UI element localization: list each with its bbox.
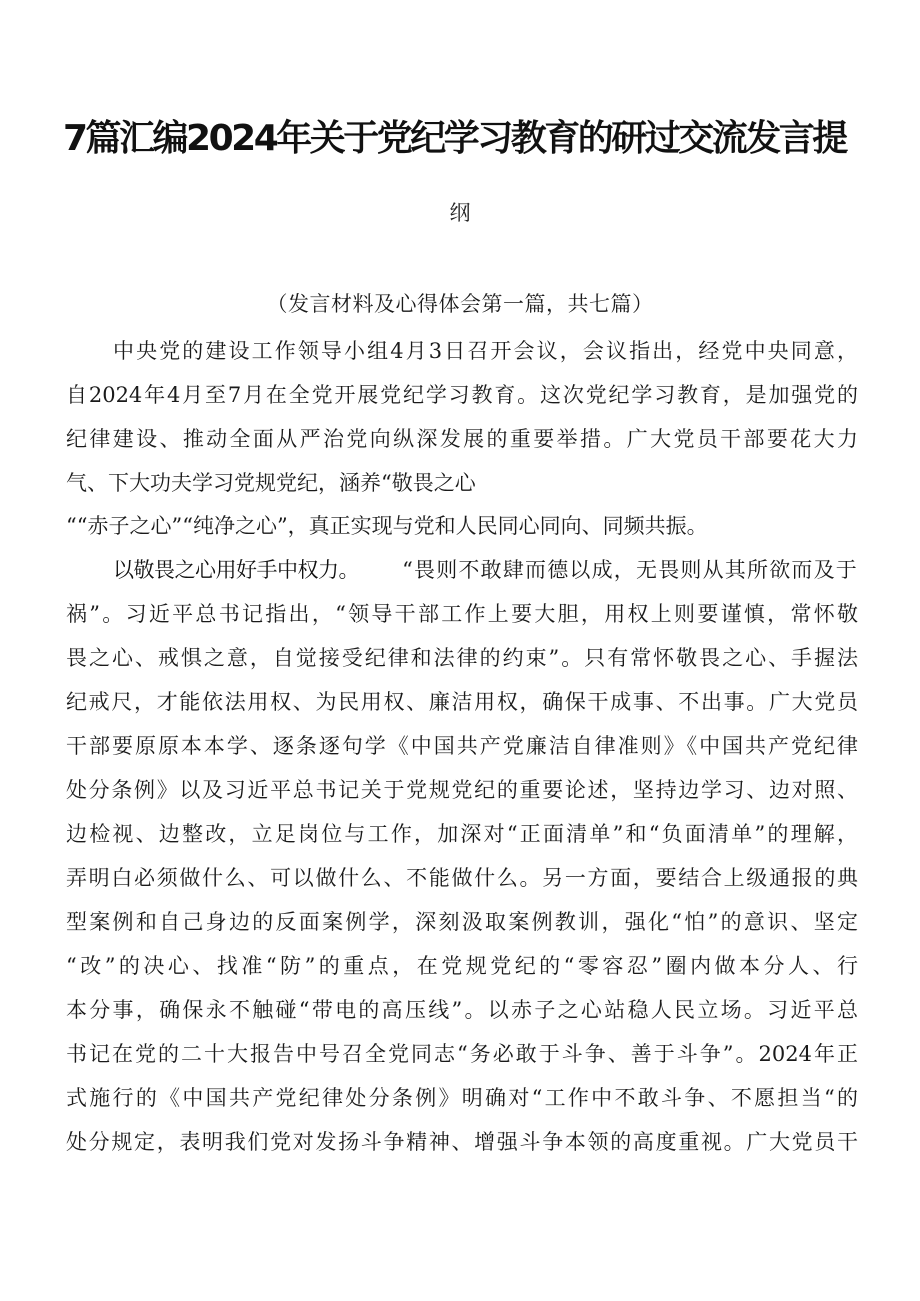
paragraph-line: 型案例和自己身边的反面案例学，深刻汲取案例教训，强化“怕”的意识、坚定 bbox=[66, 910, 858, 934]
paragraph-line: 气、下大功夫学习党规党纪，涵养“敬畏之心 bbox=[66, 471, 476, 495]
paragraph-line: 式施行的《中国共产党纪律处分条例》明确对“工作中不敢斗争、不愿担当“的 bbox=[66, 1086, 858, 1110]
paragraph-line: 弄明白必须做什么、可以做什么、不能做什么。另一方面，要结合上级通报的典 bbox=[66, 866, 858, 890]
document-subtitle: （发言材料及心得体会第一篇，共七篇） bbox=[266, 292, 654, 316]
paragraph-text: “畏则不敢肆而德以成，无畏则从其所欲而及于 bbox=[402, 558, 858, 582]
paragraph-line: 自2024年4月至7月在全党开展党纪学习教育。这次党纪学习教育，是加强党的 bbox=[66, 383, 858, 407]
paragraph-line: “改”的决心、找准“防”的重点，在党规党纪的“零容忍”圈内做本分人、行 bbox=[66, 954, 858, 978]
paragraph-line: 畏之心、戒惧之意，自觉接受纪律和法律的约束”。只有常怀敬畏之心、手握法 bbox=[66, 646, 858, 670]
paragraph-line: 中央党的建设工作领导小组4月3日召开会议，会议指出，经党中央同意， bbox=[113, 339, 858, 363]
paragraph-lead-heading: 以敬畏之心用好手中权力。 bbox=[113, 558, 359, 582]
paragraph-line: 干部要原原本本学、逐条逐句学《中国共产党廉洁自律准则》《中国共产党纪律 bbox=[66, 734, 858, 758]
paragraph-line bbox=[113, 552, 858, 588]
paragraph-line: 处分条例》以及习近平总书记关于党规党纪的重要论述，坚持边学习、边对照、 bbox=[66, 778, 858, 802]
paragraph-line: 处分规定，表明我们党对发扬斗争精神、增强斗争本领的高度重视。广大党员干 bbox=[66, 1130, 858, 1154]
paragraph-line: ““赤子之心”“纯净之心”，真正实现与党和人民同心同向、同频共振。 bbox=[66, 514, 708, 538]
document-title-continuation: 纲 bbox=[449, 201, 471, 225]
paragraph-line: 纪戒尺，才能依法用权、为民用权、廉洁用权，确保干成事、不出事。广大党员 bbox=[66, 690, 858, 714]
paragraph-line: 边检视、边整改，立足岗位与工作，加深对“正面清单”和“负面清单”的理解， bbox=[66, 822, 858, 846]
paragraph-line: 本分事，确保永不触碰“带电的高压线”。以赤子之心站稳人民立场。习近平总 bbox=[66, 998, 858, 1022]
document-title: 7篇汇编2024年关于党纪学习教育的研过交流发言提 bbox=[63, 118, 846, 159]
paragraph-line: 书记在党的二十大报告中号召全党同志“务必敢于斗争、善于斗争”。2024年正 bbox=[66, 1042, 858, 1066]
paragraph-line: 纪律建设、推动全面从严治党向纵深发展的重要举措。广大党员干部要花大力 bbox=[66, 427, 858, 451]
paragraph-line: 祸”。习近平总书记指出，“领导干部工作上要大胆，用权上则要谨慎，常怀敬 bbox=[66, 602, 858, 626]
